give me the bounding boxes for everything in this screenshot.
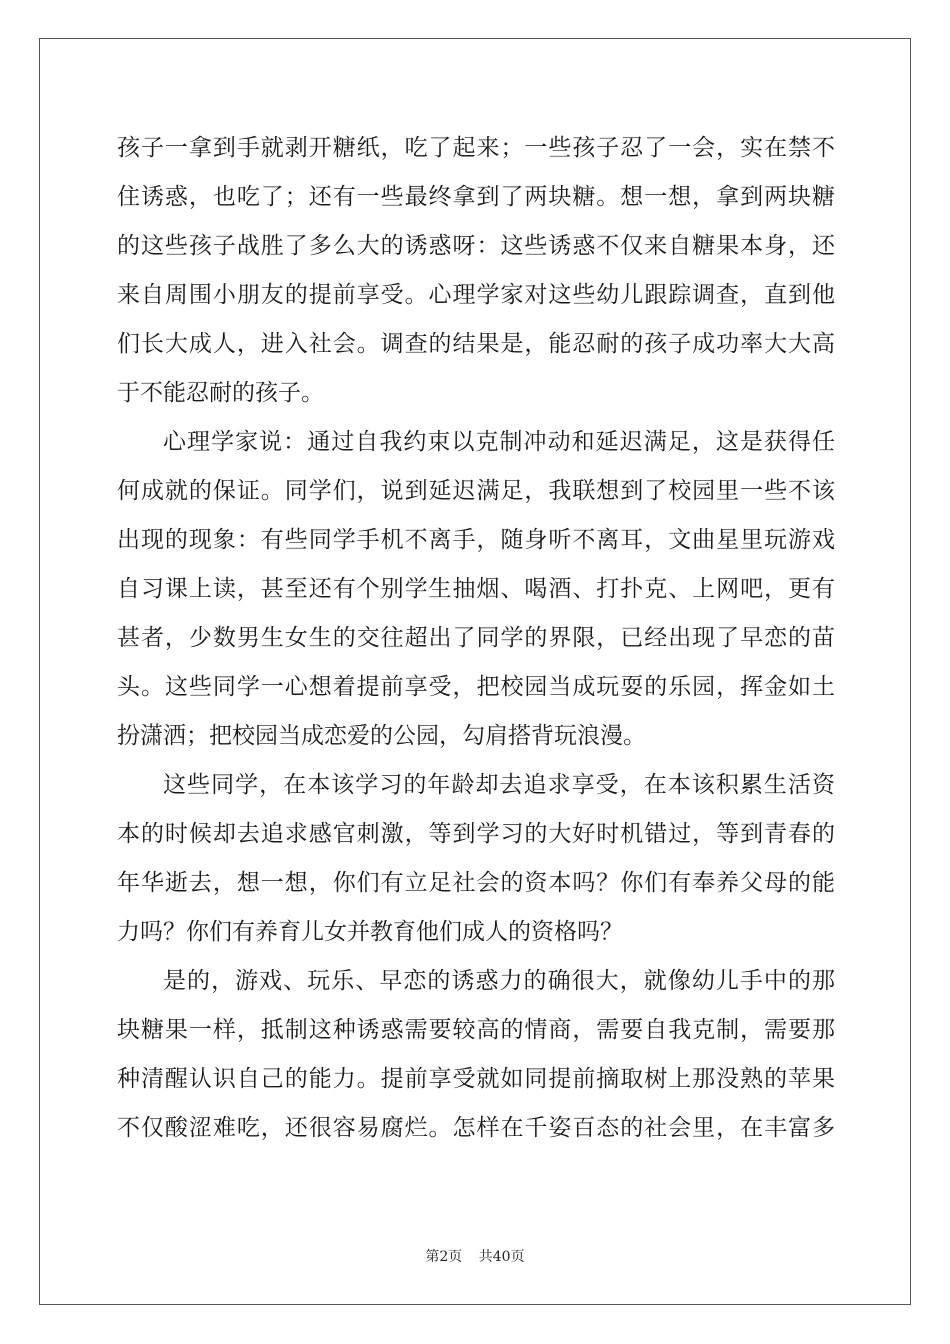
- text-line: 是的，游戏、玩乐、早恋的诱惑力的确很大，就像幼儿手中的那: [163, 968, 835, 994]
- text-line: 住诱惑，也吃了；还有一些最终拿到了两块糖。想一想，拿到两块糖: [117, 184, 835, 210]
- text-line: 不仅酸涩难吃，还很容易腐烂。怎样在千姿百态的社会里，在丰富多: [117, 1115, 835, 1141]
- page-number: 第2页: [425, 1249, 463, 1265]
- text-line: 块糖果一样，抵制这种诱惑需要较高的情商，需要自我克制，需要那: [117, 1017, 835, 1043]
- text-line: 心理学家说：通过自我约束以克制冲动和延迟满足，这是获得任: [163, 429, 835, 455]
- text-line: 本的时候却去追求感官刺激，等到学习的大好时机错过，等到青春的: [117, 821, 835, 847]
- text-line: 何成就的保证。同学们，说到延迟满足，我联想到了校园里一些不该: [117, 478, 835, 504]
- text-line: 的这些孩子战胜了多么大的诱惑呀：这些诱惑不仅来自糖果本身，还: [117, 233, 835, 259]
- page-total: 共40页: [478, 1249, 525, 1265]
- text-line: 年华逝去，想一想，你们有立足社会的资本吗？你们有奉养父母的能: [117, 870, 835, 896]
- text-line: 这些同学，在本该学习的年龄却去追求享受，在本该积累生活资: [163, 772, 835, 798]
- document-body: [117, 124, 835, 1153]
- text-line: 扮潇洒；把校园当成恋爱的公园，勾肩搭背玩浪漫。: [117, 723, 646, 749]
- text-line: 种清醒认识自己的能力。提前享受就如同提前摘取树上那没熟的苹果: [117, 1066, 835, 1092]
- page-footer: [0, 1246, 950, 1266]
- text-line: 于不能忍耐的孩子。: [117, 380, 324, 406]
- text-line: 头。这些同学一心想着提前享受，把校园当成玩耍的乐园，挥金如土: [117, 674, 835, 700]
- text-line: 出现的现象：有些同学手机不离手，随身听不离耳，文曲星里玩游戏: [117, 527, 835, 553]
- text-line: 来自周围小朋友的提前享受。心理学家对这些幼儿跟踪调查，直到他: [117, 282, 835, 308]
- text-line: 自习课上读，甚至还有个别学生抽烟、喝酒、打扑克、上网吧，更有: [117, 576, 835, 602]
- text-line: 孩子一拿到手就剥开糖纸，吃了起来；一些孩子忍了一会，实在禁不: [117, 135, 835, 161]
- text-line: 力吗？你们有养育儿女并教育他们成人的资格吗？: [117, 919, 623, 945]
- text-line: 们长大成人，进入社会。调查的结果是，能忍耐的孩子成功率大大高: [117, 331, 835, 357]
- text-line: 甚者，少数男生女生的交往超出了同学的界限，已经出现了早恋的苗: [117, 625, 835, 651]
